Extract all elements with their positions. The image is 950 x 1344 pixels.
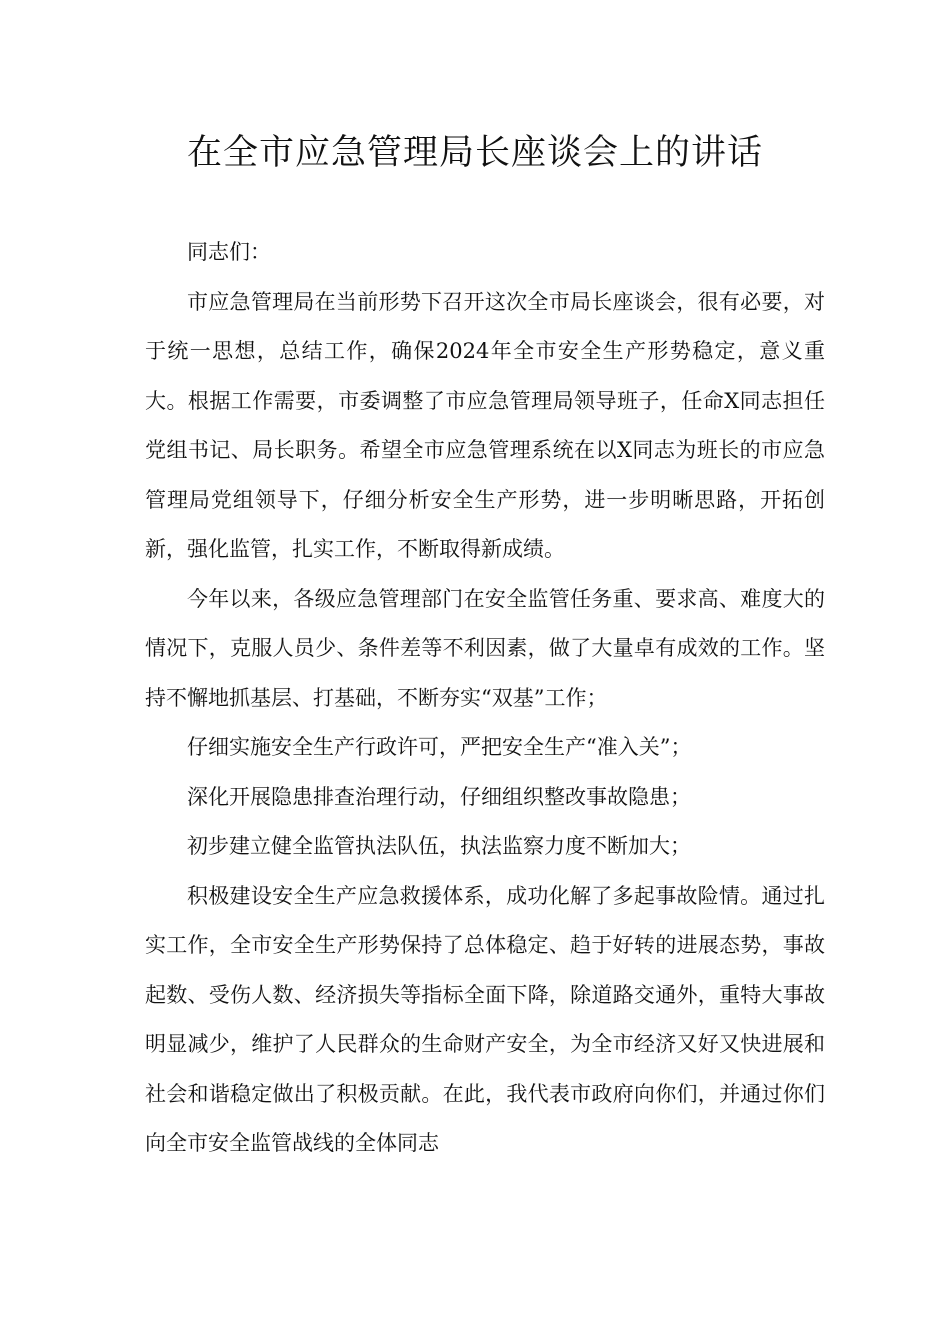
paragraph: 仔细实施安全生产行政许可，严把安全生产“准入关”；: [187, 735, 692, 759]
paragraph: 深化开展隐患排查治理行动，仔细组织整改事故隐患；: [187, 784, 691, 809]
paragraph: 市应急管理局在当前形势下召开这次全市局长座谈会，很有必要，对于统一思想，总结工作，确保2024年全市安全生产形势稳定，意义重大。根据工作需要，市委调整了市应急管理局领导班子，任命X同志担任党组书记、局长职务。希望全市应急管理系统在以X同志为班长的市应急管理局党组领导下，仔细分析安全生产形势，进一步明晰思路，开拓创新，强化监管，扎实工作，不断取得新成绩。: [145, 289, 825, 561]
paragraph: 积极建设安全生产应急救援体系，成功化解了多起事故险情。通过扎实工作，全市安全生产形势保持了总体稳定、趋于好转的进展态势，事故起数、受伤人数、经济损失等指标全面下降，除道路交通外，重特大事故明显减少，维护了人民群众的生命财产安全，为全市经济又好又快进展和社会和谐稳定做出了积极贡献。在此，我代表市政府向你们，并通过你们向全市安全监管战线的全体同志: [145, 883, 825, 1155]
paragraph: 初步建立健全监管执法队伍，执法监察力度不断加大；: [187, 834, 691, 858]
salutation: 同志们：: [187, 240, 271, 264]
document-body: [145, 228, 825, 1169]
paragraph: 今年以来，各级应急管理部门在安全监管任务重、要求高、难度大的情况下，克服人员少、条件差等不利因素，做了大量卓有成效的工作。坚持不懈地抓基层、打基础，不断夯实“双基”工作；: [145, 586, 825, 710]
document-title: 在全市应急管理局长座谈会上的讲话: [186, 133, 763, 173]
